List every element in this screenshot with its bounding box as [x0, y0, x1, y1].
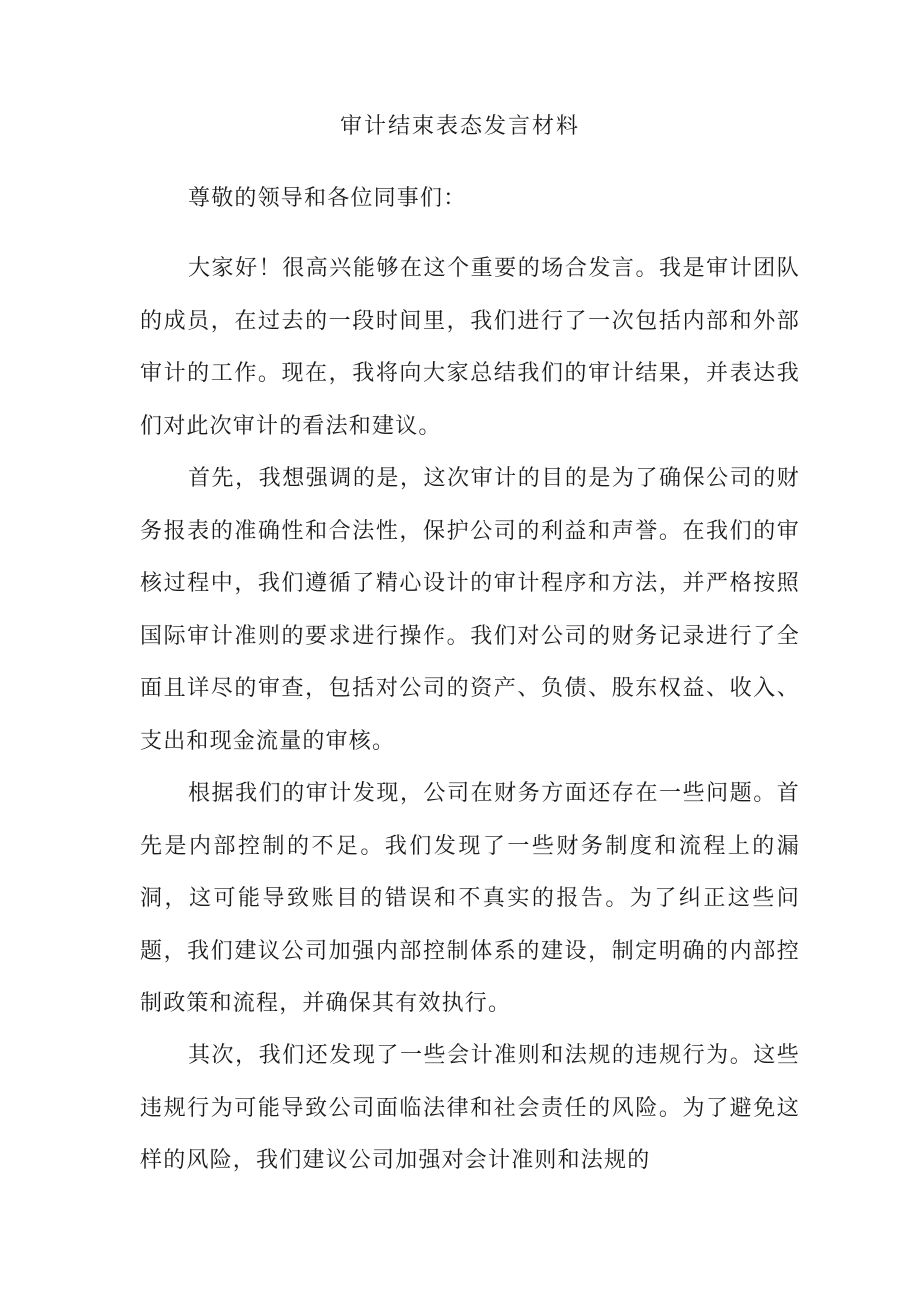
- paragraph-1: 大家好！很高兴能够在这个重要的场合发言。我是审计团队的成员，在过去的一段时间里，我们进行了一次包括内部和外部审计的工作。现在，我将向大家总结我们的审计结果，并表达我们对此次审计的看法和建议。: [140, 256, 800, 439]
- paragraph-2: 首先，我想强调的是，这次审计的目的是为了确保公司的财务报表的准确性和合法性，保护公司的利益和声誉。在我们的审核过程中，我们遵循了精心设计的审计程序和方法，并严格按照国际审计准则的要求进行操作。我们对公司的财务记录进行了全面且详尽的审查，包括对公司的资产、负债、股东权益、收入、支出和现金流量的审核。: [140, 466, 800, 754]
- document-title: 审计结束表态发言材料: [339, 114, 580, 139]
- paragraph-4: 其次，我们还发现了一些会计准则和法规的违规行为。这些违规行为可能导致公司面临法律和社会责任的风险。为了避免这样的风险，我们建议公司加强对会计准则和法规的: [140, 1043, 800, 1173]
- paragraph-3: 根据我们的审计发现，公司在财务方面还存在一些问题。首先是内部控制的不足。我们发现了一些财务制度和流程上的漏洞，这可能导致账目的错误和不真实的报告。为了纠正这些问题，我们建议公司加强内部控制体系的建设，制定明确的内部控制政策和流程，并确保其有效执行。: [140, 781, 800, 1016]
- salutation: 尊敬的领导和各位同事们：: [188, 186, 467, 211]
